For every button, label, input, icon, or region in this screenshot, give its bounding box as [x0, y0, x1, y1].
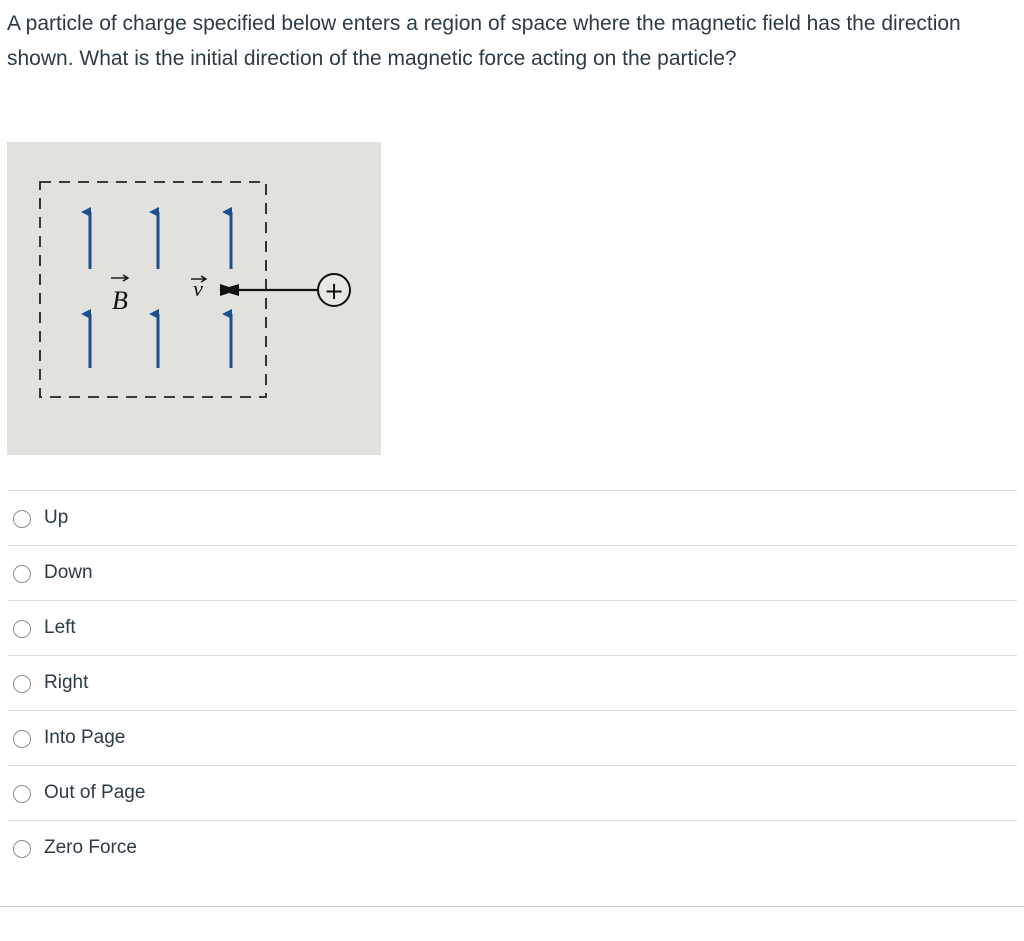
answer-list — [8, 490, 1017, 875]
magnetic-field-figure — [7, 142, 381, 455]
radio-button[interactable] — [13, 510, 31, 528]
radio-button[interactable] — [13, 675, 31, 693]
radio-button[interactable] — [13, 785, 31, 803]
radio-button[interactable] — [13, 565, 31, 583]
answer-option-into-page[interactable] — [8, 710, 1017, 765]
velocity-label — [191, 276, 206, 301]
velocity-label-text: v — [193, 276, 203, 301]
answer-label[interactable]: Right — [44, 672, 89, 693]
answer-option-left[interactable] — [8, 600, 1017, 655]
answer-label[interactable]: Out of Page — [44, 782, 146, 803]
answer-option-out-of-page[interactable] — [8, 765, 1017, 820]
positive-charge-icon — [318, 274, 350, 306]
answer-option-right[interactable] — [8, 655, 1017, 710]
bottom-divider — [0, 906, 1024, 907]
radio-button[interactable] — [13, 840, 31, 858]
answer-label[interactable]: Into Page — [44, 727, 126, 748]
answer-label[interactable]: Left — [44, 617, 76, 638]
question-text: A particle of charge specified below enters a region of space where the magnetic field has the direction shown. What is the initial direction of the magnetic force acting on the particle? — [7, 12, 961, 70]
answer-option-down[interactable] — [8, 545, 1017, 600]
answer-option-zero-force[interactable] — [8, 820, 1017, 875]
answer-label[interactable]: Zero Force — [44, 837, 137, 858]
field-label-text: B — [112, 286, 128, 315]
answer-label[interactable]: Down — [44, 562, 93, 583]
charge-symbol: + — [323, 277, 345, 305]
radio-button[interactable] — [13, 620, 31, 638]
velocity-arrow-head — [219, 284, 239, 296]
answer-label[interactable]: Up — [44, 507, 69, 528]
answer-option-up[interactable] — [8, 490, 1017, 545]
field-label — [111, 275, 128, 315]
radio-button[interactable] — [13, 730, 31, 748]
